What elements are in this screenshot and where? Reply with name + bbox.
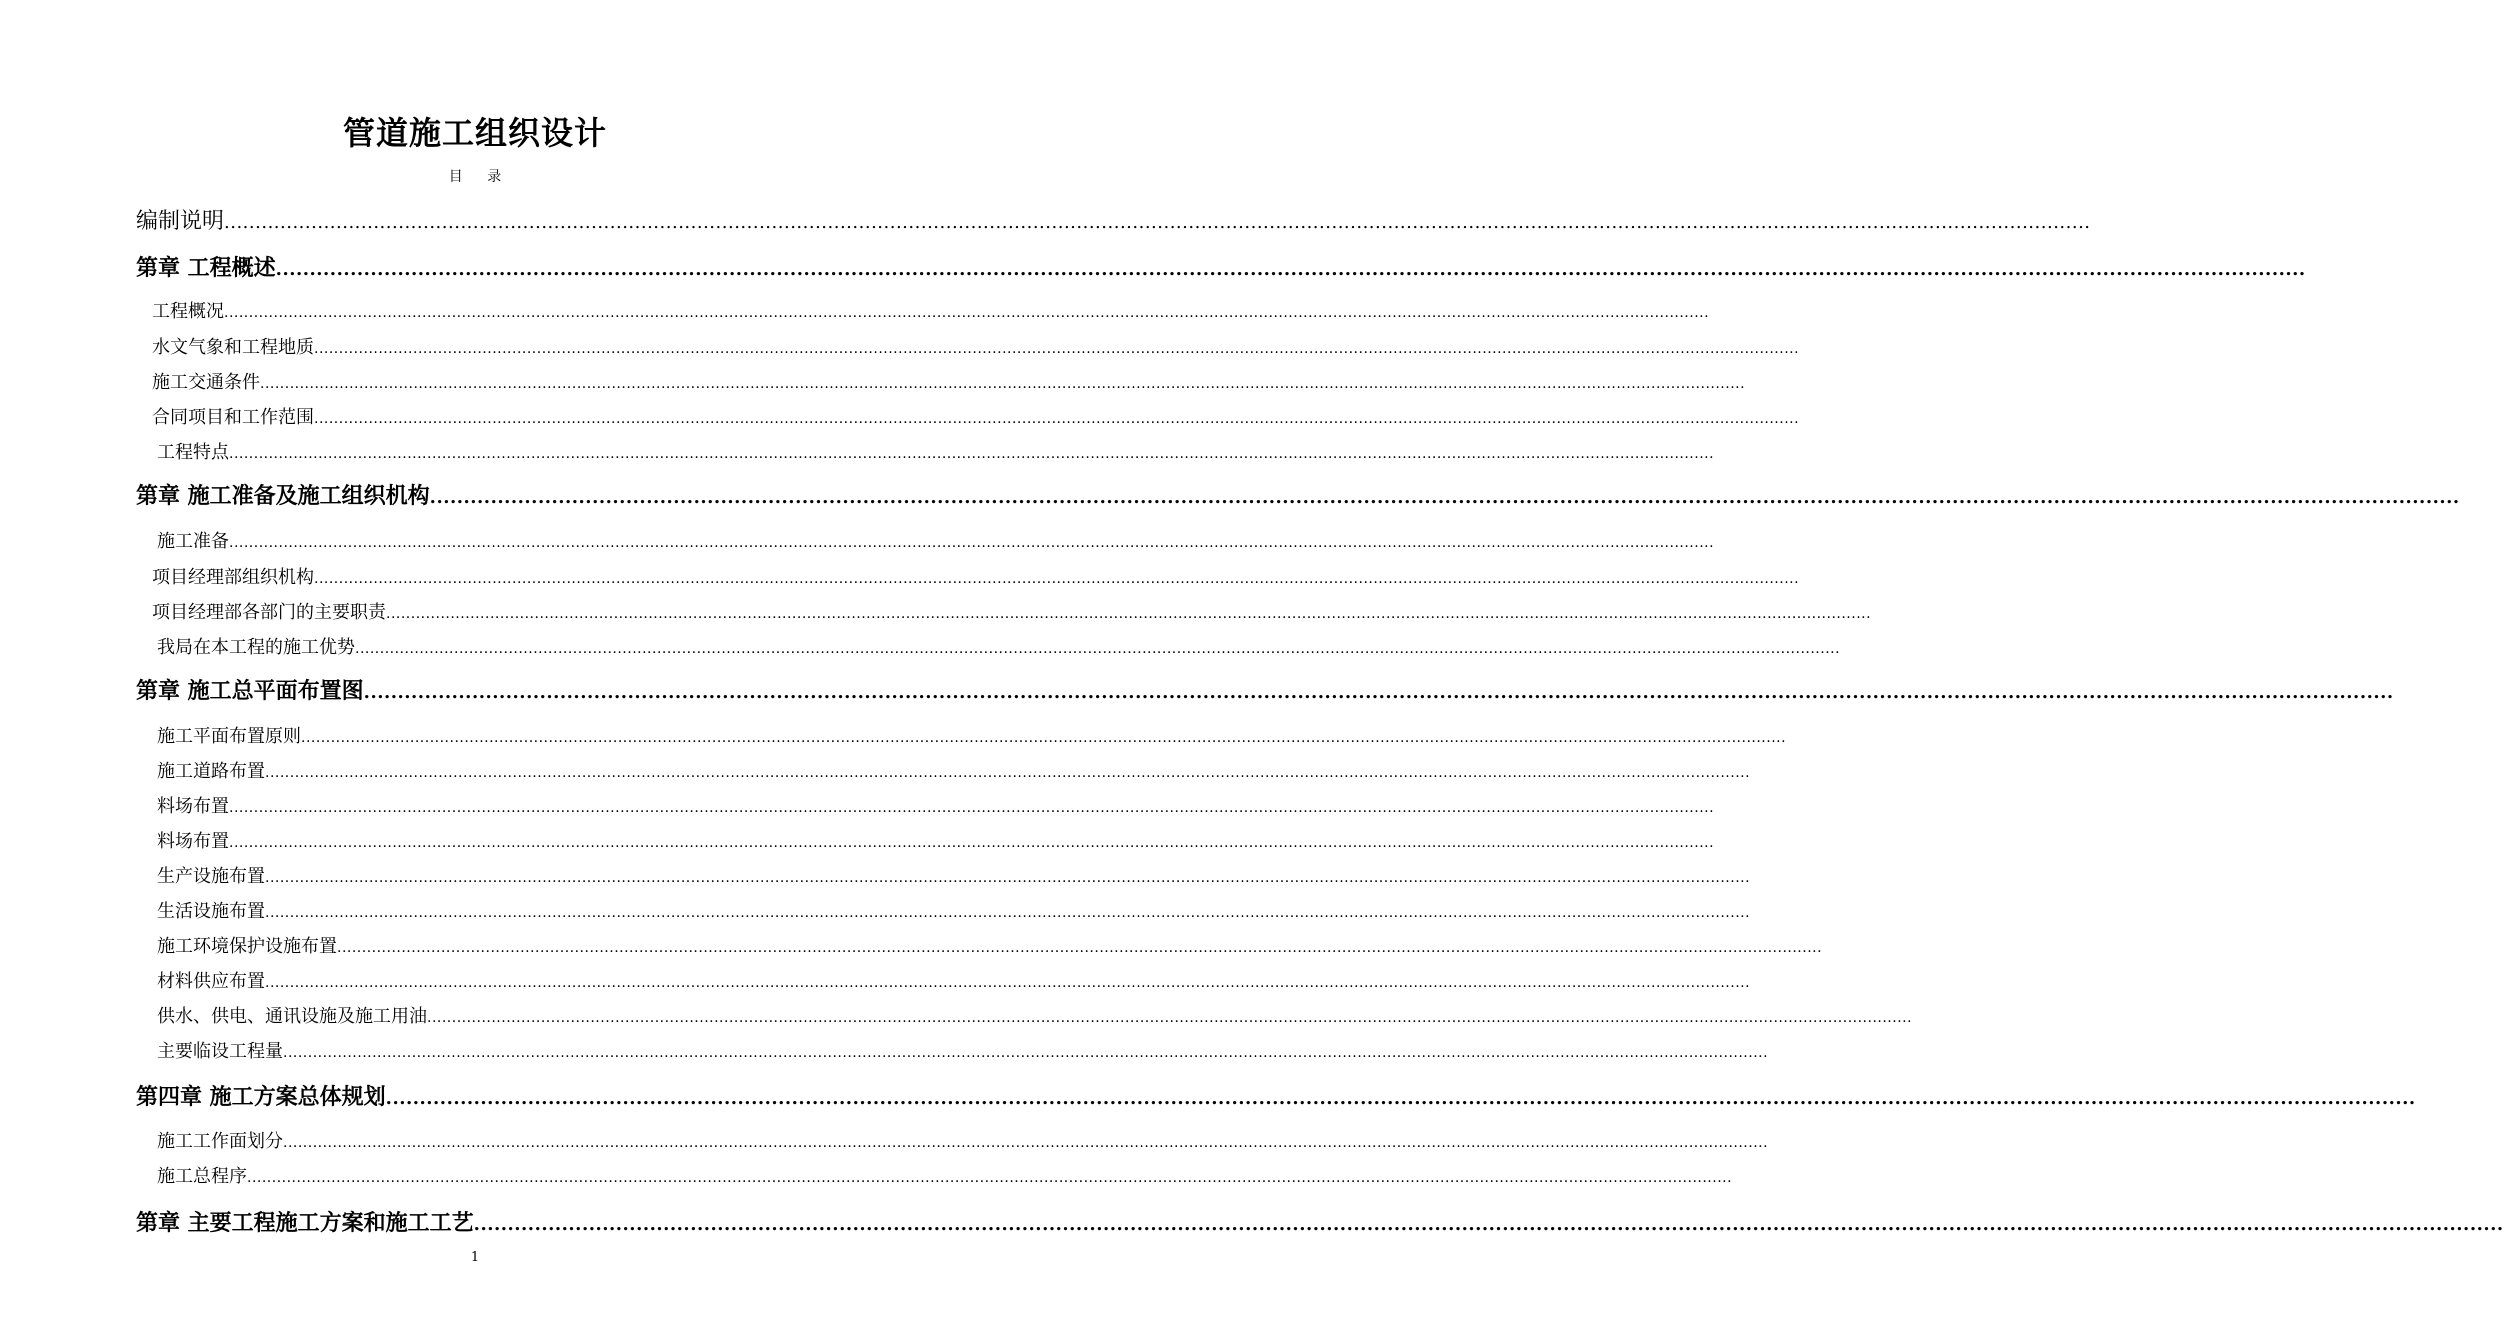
toc-entry: 合同项目和工作范围 ............................................................................................................................................................................................................................................................................................................ (152, 407, 1800, 428)
toc-heading: 目 录 (448, 169, 502, 185)
toc-entry: 材料供应布置 ............................................................................................................................................................................................................................................................................................................ (157, 971, 1751, 992)
leader-dots: ............................................................................................................................................................................................................................................................................................................ (386, 606, 1872, 622)
leader-dots: ............................................................................................................................................................................................................................................................................................................ (229, 446, 1715, 462)
toc-entry: 供水、供电、通讯设施及施工用油 ............................................................................................................................................................................................................................................................................................................ (157, 1006, 1913, 1027)
leader-dots: ............................................................................................................................................................................................................................................................................................................ (265, 975, 1751, 991)
leader-dots: ............................................................................................................................................................................................................................................................................................................ (427, 1010, 1913, 1026)
leader-dots: ............................................................................................................................................................................................................................................................................................................ (283, 1135, 1769, 1151)
leader-dots: ............................................................................................................................................................................................................................................................................................................ (314, 341, 1800, 357)
leader-dots: ............................................................................................................................................................................................................................................................................................................ (363, 682, 2394, 703)
toc-entry: 施工总程序 ............................................................................................................................................................................................................................................................................................................ (157, 1166, 1733, 1187)
leader-dots: ............................................................................................................................................................................................................................................................................................................ (337, 940, 1823, 956)
leader-dots: ............................................................................................................................................................................................................................................................................................................ (429, 487, 2460, 508)
leader-dots: ............................................................................................................................................................................................................................................................................................................ (265, 765, 1751, 781)
toc-chapter: 第章 主要工程施工方案和施工工艺 ............................................................................................................................................................................................................................................................................................................ (136, 1210, 2504, 1236)
toc-entry: 工程特点 ............................................................................................................................................................................................................................................................................................................ (157, 442, 1715, 463)
toc-chapter: 第四章 施工方案总体规划 ............................................................................................................................................................................................................................................................................................................ (136, 1084, 2416, 1110)
toc-entry: 施工交通条件 ............................................................................................................................................................................................................................................................................................................ (152, 372, 1746, 393)
toc-chapter: 第章 施工总平面布置图 ............................................................................................................................................................................................................................................................................................................ (136, 678, 2394, 704)
page-number: 1 (470, 1250, 480, 1265)
toc-entry: 项目经理部各部门的主要职责 ............................................................................................................................................................................................................................................................................................................ (152, 602, 1872, 623)
leader-dots: ............................................................................................................................................................................................................................................................................................................ (283, 1045, 1769, 1061)
document-title: 管道施工组织设计 (342, 114, 607, 152)
toc-entry: 施工道路布置 ............................................................................................................................................................................................................................................................................................................ (157, 761, 1751, 782)
toc-entry: 项目经理部组织机构 ............................................................................................................................................................................................................................................................................................................ (152, 567, 1800, 588)
toc-entry: 编制说明 ............................................................................................................................................................................................................................................................................................................ (136, 209, 2091, 234)
toc-entry: 主要临设工程量 ............................................................................................................................................................................................................................................................................................................ (157, 1041, 1769, 1062)
leader-dots: ............................................................................................................................................................................................................................................................................................................ (224, 305, 1710, 321)
toc-chapter: 第章 工程概述 ............................................................................................................................................................................................................................................................................................................ (136, 255, 2306, 281)
toc-entry: 水文气象和工程地质 ............................................................................................................................................................................................................................................................................................................ (152, 337, 1800, 358)
leader-dots: ............................................................................................................................................................................................................................................................................................................ (229, 800, 1715, 816)
leader-dots: ............................................................................................................................................................................................................................................................................................................ (314, 571, 1800, 587)
toc-entry: 生活设施布置 ............................................................................................................................................................................................................................................................................................................ (157, 901, 1751, 922)
leader-dots: ............................................................................................................................................................................................................................................................................................................ (265, 905, 1751, 921)
toc-chapter: 第章 施工准备及施工组织机构 ............................................................................................................................................................................................................................................................................................................ (136, 483, 2460, 509)
toc-entry: 我局在本工程的施工优势 ............................................................................................................................................................................................................................................................................................................ (157, 637, 1841, 658)
leader-dots: ............................................................................................................................................................................................................................................................................................................ (229, 835, 1715, 851)
toc-entry: 工程概况 ............................................................................................................................................................................................................................................................................................................ (152, 301, 1710, 322)
toc-entry: 料场布置 ............................................................................................................................................................................................................................................................................................................ (157, 831, 1715, 852)
toc-entry: 施工工作面划分 ............................................................................................................................................................................................................................................................................................................ (157, 1131, 1769, 1152)
leader-dots: ............................................................................................................................................................................................................................................................................................................ (224, 212, 2091, 233)
leader-dots: ............................................................................................................................................................................................................................................................................................................ (229, 535, 1715, 551)
toc-entry: 料场布置 ............................................................................................................................................................................................................................................................................................................ (157, 796, 1715, 817)
leader-dots: ............................................................................................................................................................................................................................................................................................................ (265, 870, 1751, 886)
leader-dots: ............................................................................................................................................................................................................................................................................................................ (247, 1170, 1733, 1186)
toc-entry: 施工平面布置原则 ............................................................................................................................................................................................................................................................................................................ (157, 726, 1787, 747)
leader-dots: ............................................................................................................................................................................................................................................................................................................ (473, 1214, 2504, 1235)
leader-dots: ............................................................................................................................................................................................................................................................................................................ (314, 411, 1800, 427)
toc-entry: 生产设施布置 ............................................................................................................................................................................................................................................................................................................ (157, 866, 1751, 887)
toc-entry: 施工准备 ............................................................................................................................................................................................................................................................................................................ (157, 531, 1715, 552)
leader-dots: ............................................................................................................................................................................................................................................................................................................ (275, 259, 2306, 280)
leader-dots: ............................................................................................................................................................................................................................................................................................................ (355, 641, 1841, 657)
leader-dots: ............................................................................................................................................................................................................................................................................................................ (260, 376, 1746, 392)
leader-dots: ............................................................................................................................................................................................................................................................................................................ (385, 1088, 2416, 1109)
toc-entry: 施工环境保护设施布置 ............................................................................................................................................................................................................................................................................................................ (157, 936, 1823, 957)
leader-dots: ............................................................................................................................................................................................................................................................................................................ (301, 730, 1787, 746)
